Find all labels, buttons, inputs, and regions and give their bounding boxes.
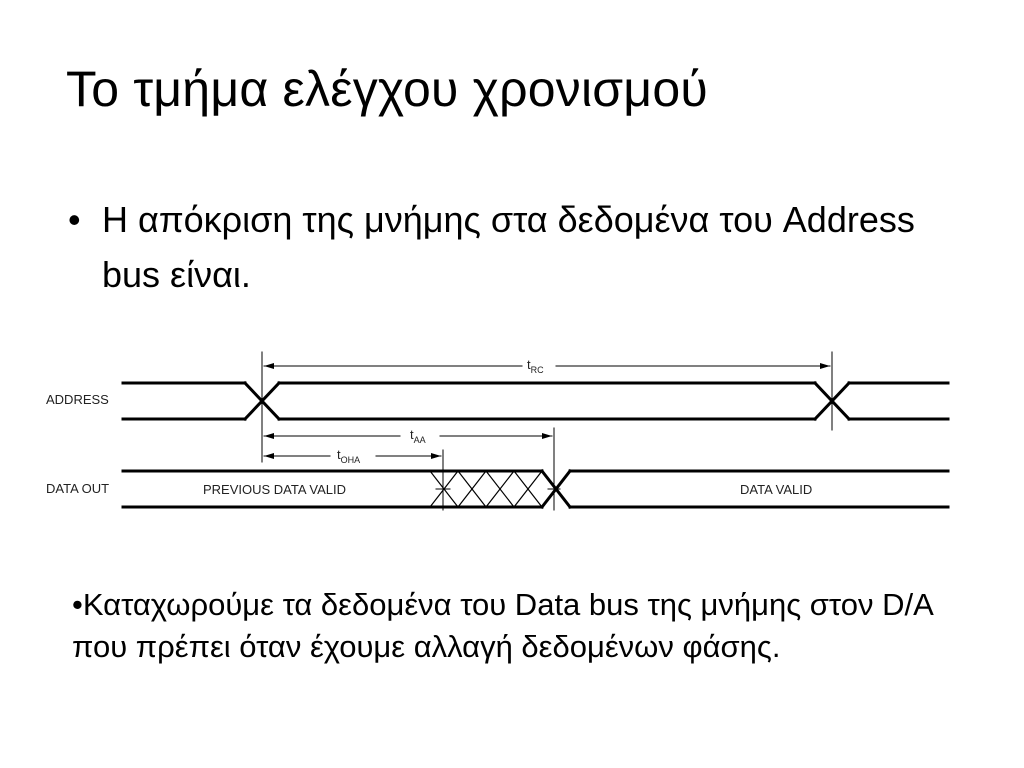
bullet-point-1-text: Η απόκριση της μνήμης στα δεδομένα του Address bus είναι. <box>102 199 915 295</box>
data-out-signal-label: DATA OUT <box>46 481 110 496</box>
bullet-dot: • <box>68 199 81 240</box>
address-signal-label: ADDRESS <box>46 392 109 407</box>
bullet-point-2: •Καταχωρούμε τα δεδομένα του Data bus της μνήμης στον D/A που πρέπει όταν έχουμε αλλαγή δεδομένων φάσης. <box>72 587 933 664</box>
toha-timing-label: $t_{OHA}$ <box>337 447 361 465</box>
taa-timing-label: $t_{AA}$ <box>410 427 426 445</box>
timing-diagram <box>0 340 1024 520</box>
trc-timing-label: $t_{RC}$ <box>527 357 544 375</box>
bullet-point-1 <box>68 192 948 302</box>
slide-title: Το τμήμα ελέγχου χρονισμού <box>66 61 708 117</box>
timing-diagram-svg <box>0 340 1024 520</box>
data-valid-label: DATA VALID <box>740 482 813 497</box>
previous-data-valid-label: PREVIOUS DATA VALID <box>203 482 347 497</box>
address-waveform <box>123 383 948 419</box>
dimension-arrowheads <box>264 363 830 459</box>
